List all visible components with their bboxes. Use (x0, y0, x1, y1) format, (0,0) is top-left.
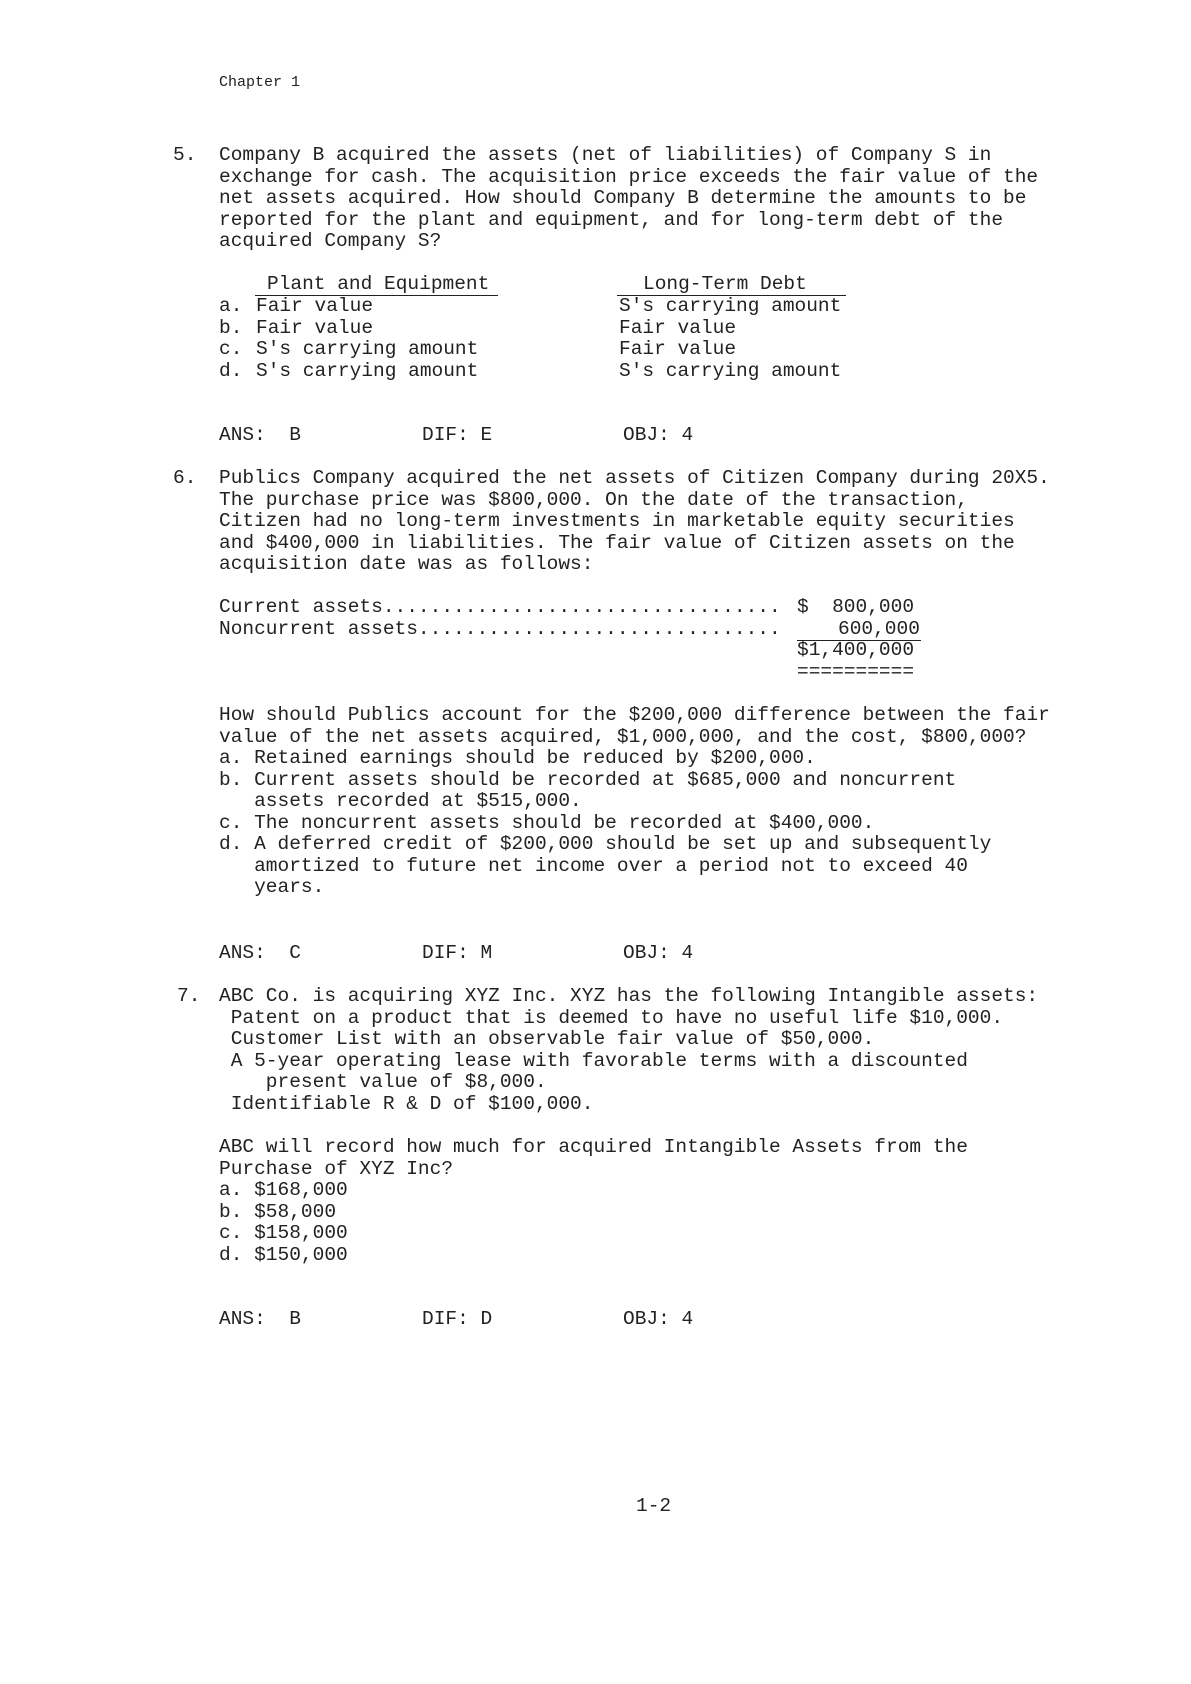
page-number: 1-2 (636, 1495, 672, 1517)
question-5-stem-line: reported for the plant and equipment, and for long-term debt of the (219, 208, 1004, 231)
question-7-number: 7. (177, 985, 201, 1007)
answer-key: ANS: B (219, 1308, 301, 1330)
objective: OBJ: 4 (623, 424, 694, 446)
question-7-stem-line: Patent on a product that is deemed to have no useful life $10,000. (219, 1006, 1004, 1029)
question-7-option-line: b. $58,000 (219, 1200, 337, 1223)
question-5-stem-line: Company B acquired the assets (net of liabilities) of Company S in (219, 144, 992, 166)
question-6-prompt-line: value of the net assets acquired, $1,000,000, and the cost, $800,000? (219, 725, 1027, 748)
question-7-stem-line: Customer List with an observable fair value of $50,000. (219, 1028, 875, 1050)
question-7-prompt-line: ABC will record how much for acquired Intangible Assets from the (219, 1136, 968, 1158)
question-6-stem-line: Citizen had no long-term investments in marketable equity securities (219, 510, 1015, 532)
answer-key: ANS: C (219, 942, 301, 964)
option-label: c. (219, 338, 243, 360)
table-row-value: 600,000 (838, 617, 920, 640)
column-header-plant-equipment: Plant and Equipment (267, 273, 490, 295)
question-6-stem-line: The purchase price was $800,000. On the date of the transaction, (219, 488, 968, 511)
option-label: d. (219, 359, 243, 382)
question-6-stem-line: acquisition date was as follows: (219, 553, 594, 575)
question-6-option-line: assets recorded at $515,000. (219, 790, 582, 812)
chapter-header: Chapter 1 (219, 74, 301, 91)
difficulty: DIF: E (422, 424, 493, 446)
question-6-number: 6. (173, 467, 197, 489)
table-row-label: Noncurrent assets............................... (219, 617, 781, 640)
option-label: b. (219, 316, 243, 339)
table-row-label: Current assets.................................. (219, 596, 781, 618)
question-6-option-line: c. The noncurrent assets should be recorded at $400,000. (219, 811, 875, 834)
option-long-term-debt: S's carrying amount (619, 295, 842, 317)
question-6-option-line: years. (219, 876, 325, 898)
question-6-option-line: d. A deferred credit of $200,000 should be set up and subsequently (219, 833, 992, 855)
question-7-stem-line: A 5-year operating lease with favorable terms with a discounted (219, 1049, 968, 1072)
table-row-value: $ 800,000 (797, 596, 915, 618)
objective: OBJ: 4 (623, 942, 694, 964)
difficulty: DIF: D (422, 1308, 493, 1330)
option-plant-equipment: S's carrying amount (256, 359, 479, 382)
question-6-option-line: amortized to future net income over a period not to exceed 40 (219, 854, 968, 877)
question-5-number: 5. (173, 144, 197, 166)
question-7-option-line: d. $150,000 (219, 1243, 348, 1266)
question-7-stem-line: Identifiable R & D of $100,000. (219, 1092, 594, 1115)
question-7-stem-line: ABC Co. is acquiring XYZ Inc. XYZ has the following Intangible assets: (219, 985, 1039, 1007)
option-long-term-debt: Fair value (619, 338, 737, 360)
option-long-term-debt: Fair value (619, 316, 737, 339)
question-6-stem-line: Publics Company acquired the net assets of Citizen Company during 20X5. (219, 467, 1050, 489)
table-total: $1,400,000 (797, 639, 915, 661)
question-6-option-line: a. Retained earnings should be reduced by $200,000. (219, 747, 816, 769)
question-6-option-line: b. Current assets should be recorded at $685,000 and noncurrent (219, 768, 957, 791)
option-plant-equipment: S's carrying amount (256, 338, 479, 360)
option-label: a. (219, 295, 243, 317)
question-6-stem-line: and $400,000 in liabilities. The fair value of Citizen assets on the (219, 531, 1015, 554)
answer-key: ANS: B (219, 424, 301, 446)
question-7-option-line: c. $158,000 (219, 1222, 348, 1244)
column-header-long-term-debt: Long-Term Debt (643, 273, 807, 295)
option-plant-equipment: Fair value (256, 316, 374, 339)
question-6-prompt-line: How should Publics account for the $200,000 difference between the fair (219, 704, 1050, 726)
option-plant-equipment: Fair value (256, 295, 374, 317)
difficulty: DIF: M (422, 942, 493, 964)
question-5-stem-line: net assets acquired. How should Company B determine the amounts to be (219, 187, 1027, 209)
question-7-stem-line: present value of $8,000. (219, 1071, 547, 1093)
option-long-term-debt: S's carrying amount (619, 359, 842, 382)
double-rule: ========== (797, 660, 915, 683)
question-7-prompt-line: Purchase of XYZ Inc? (219, 1157, 454, 1180)
question-7-option-line: a. $168,000 (219, 1179, 348, 1201)
objective: OBJ: 4 (623, 1308, 694, 1330)
question-5-stem-line: exchange for cash. The acquisition price exceeds the fair value of the (219, 165, 1039, 188)
question-5-stem-line: acquired Company S? (219, 230, 442, 252)
